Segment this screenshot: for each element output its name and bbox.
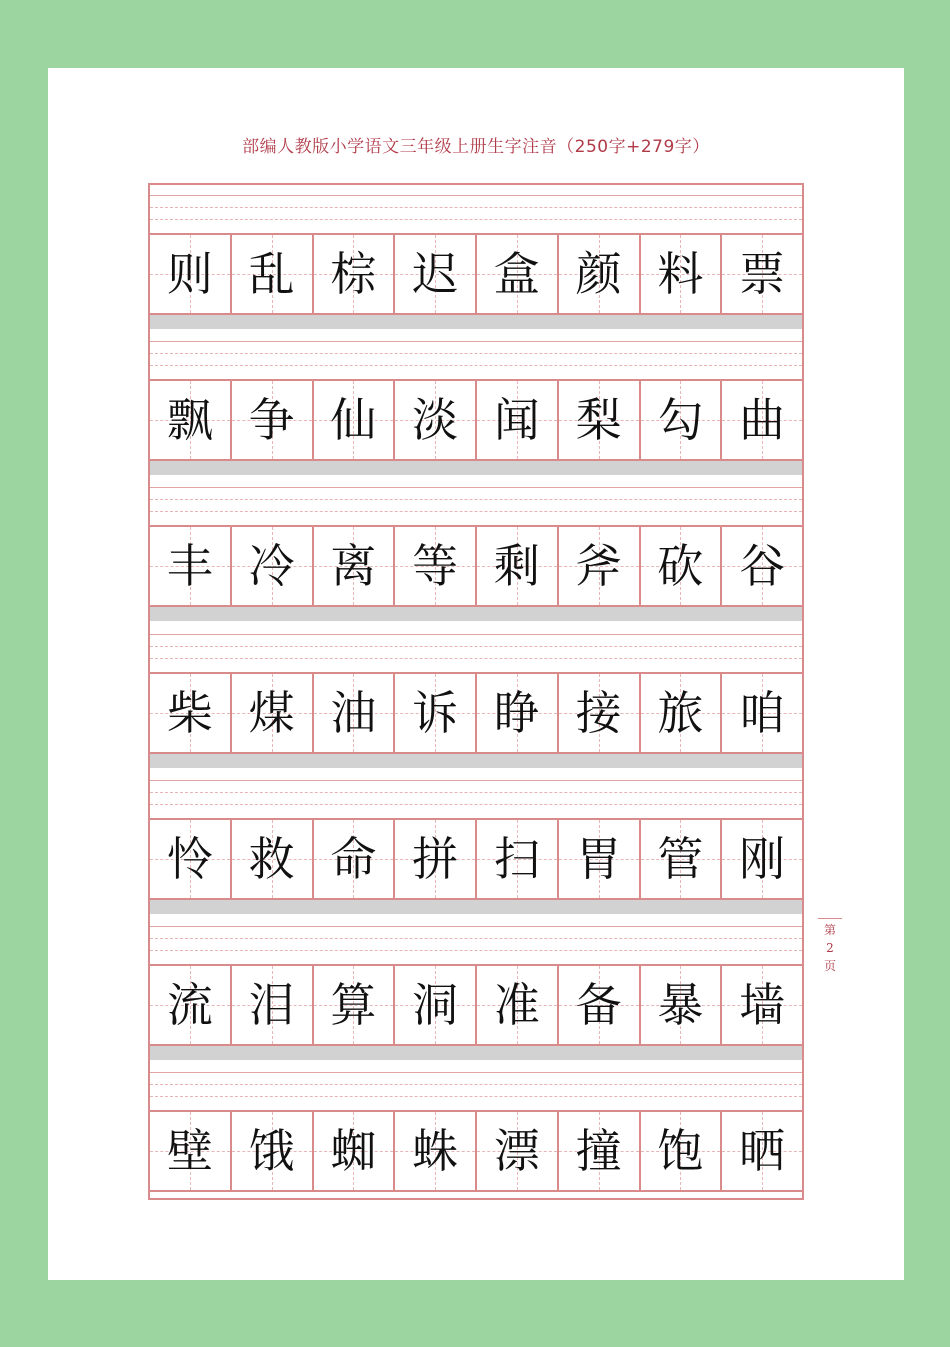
char-cell xyxy=(232,235,314,313)
char-cell xyxy=(559,527,641,605)
gray-separator-bar xyxy=(150,315,802,329)
row-block xyxy=(150,331,802,477)
pinyin-lines xyxy=(150,624,802,672)
char-cell xyxy=(232,966,314,1044)
char-cell xyxy=(641,235,723,313)
char-cell xyxy=(477,820,559,898)
char-cell xyxy=(641,820,723,898)
char-cell xyxy=(559,1112,641,1190)
row-block xyxy=(150,624,802,770)
pinyin-lines xyxy=(150,331,802,379)
char-cell xyxy=(314,820,396,898)
hanzi-character: 晒 xyxy=(739,1124,786,1179)
hanzi-character: 扫 xyxy=(493,831,540,886)
character-grid xyxy=(148,183,804,1200)
page-title: 部编人教版小学语文三年级上册生字注音（250字+279字） xyxy=(242,137,710,157)
hanzi-character: 棕 xyxy=(330,247,377,301)
hanzi-character: 饿 xyxy=(248,1124,295,1179)
row-block xyxy=(150,770,802,916)
char-cell xyxy=(395,966,477,1044)
hanzi-character: 飘 xyxy=(166,393,213,448)
char-cell xyxy=(559,381,641,459)
char-cell xyxy=(641,966,723,1044)
hanzi-character: 柴 xyxy=(166,685,213,740)
hanzi-character: 胃 xyxy=(575,831,622,886)
gray-separator-bar xyxy=(150,461,802,475)
pinyin-line xyxy=(150,499,802,500)
hanzi-character: 丰 xyxy=(166,539,213,594)
hanzi-character: 斧 xyxy=(575,539,622,594)
hanzi-character: 拼 xyxy=(412,831,459,886)
hanzi-character: 命 xyxy=(330,831,377,886)
hanzi-character: 旅 xyxy=(657,685,704,740)
worksheet-page xyxy=(48,68,904,1280)
char-cell xyxy=(477,527,559,605)
pinyin-line xyxy=(150,658,802,659)
char-cell xyxy=(477,966,559,1044)
hanzi-character: 墙 xyxy=(739,978,786,1032)
pinyin-line xyxy=(150,1072,802,1073)
pinyin-line xyxy=(150,938,802,939)
hanzi-character: 迟 xyxy=(412,247,459,301)
char-row xyxy=(150,672,802,754)
hanzi-character: 泪 xyxy=(248,978,295,1032)
char-cell xyxy=(559,674,641,752)
char-cell xyxy=(232,527,314,605)
char-cell xyxy=(150,527,232,605)
char-cell xyxy=(314,674,396,752)
char-cell xyxy=(641,527,723,605)
char-cell xyxy=(722,1112,802,1190)
hanzi-character: 算 xyxy=(330,978,377,1032)
pinyin-line xyxy=(150,365,802,366)
char-cell xyxy=(477,1112,559,1190)
hanzi-character: 暴 xyxy=(657,978,704,1032)
gray-separator-bar xyxy=(150,1046,802,1060)
char-cell xyxy=(395,1112,477,1190)
hanzi-character: 乱 xyxy=(248,247,295,301)
pinyin-lines xyxy=(150,185,802,233)
hanzi-character: 咱 xyxy=(739,685,786,740)
hanzi-character: 等 xyxy=(412,539,459,594)
char-cell xyxy=(232,1112,314,1190)
hanzi-character: 闻 xyxy=(493,393,540,448)
char-cell xyxy=(722,674,802,752)
hanzi-character: 勾 xyxy=(657,393,704,448)
char-cell xyxy=(150,674,232,752)
char-cell xyxy=(477,674,559,752)
pinyin-line xyxy=(150,792,802,793)
hanzi-character: 料 xyxy=(657,247,704,301)
char-row xyxy=(150,964,802,1046)
pinyin-line xyxy=(150,219,802,220)
char-cell xyxy=(314,1112,396,1190)
pinyin-line xyxy=(150,341,802,342)
char-cell xyxy=(641,1112,723,1190)
char-cell xyxy=(232,820,314,898)
pinyin-line xyxy=(150,511,802,512)
pinyin-lines xyxy=(150,1062,802,1110)
char-cell xyxy=(477,235,559,313)
char-cell xyxy=(641,381,723,459)
char-cell xyxy=(232,381,314,459)
pinyin-line xyxy=(150,780,802,781)
hanzi-character: 壁 xyxy=(166,1124,213,1179)
hanzi-character: 蛛 xyxy=(412,1124,459,1179)
gray-separator-bar xyxy=(150,754,802,768)
char-cell xyxy=(722,527,802,605)
hanzi-character: 怜 xyxy=(166,831,213,886)
char-cell xyxy=(314,381,396,459)
char-row xyxy=(150,379,802,461)
char-cell xyxy=(395,235,477,313)
char-cell xyxy=(150,235,232,313)
hanzi-character: 救 xyxy=(248,831,295,886)
hanzi-character: 争 xyxy=(248,393,295,448)
hanzi-character: 诉 xyxy=(412,685,459,740)
char-cell xyxy=(314,527,396,605)
hanzi-character: 漂 xyxy=(493,1124,540,1179)
pinyin-line xyxy=(150,487,802,488)
char-row xyxy=(150,525,802,607)
char-cell xyxy=(395,820,477,898)
row-block xyxy=(150,185,802,331)
hanzi-character: 梨 xyxy=(575,393,622,448)
char-cell xyxy=(559,235,641,313)
char-cell xyxy=(722,820,802,898)
char-row xyxy=(150,1110,802,1192)
char-row xyxy=(150,233,802,315)
hanzi-character: 仙 xyxy=(330,393,377,448)
char-cell xyxy=(722,235,802,313)
hanzi-character: 撞 xyxy=(575,1124,622,1179)
hanzi-character: 流 xyxy=(166,978,213,1032)
pinyin-line xyxy=(150,1084,802,1085)
hanzi-character: 油 xyxy=(330,685,377,740)
char-cell xyxy=(150,1112,232,1190)
hanzi-character: 曲 xyxy=(739,393,786,448)
pinyin-line xyxy=(150,353,802,354)
pinyin-line xyxy=(150,804,802,805)
hanzi-character: 睁 xyxy=(493,685,540,740)
pinyin-line xyxy=(150,207,802,208)
hanzi-character: 接 xyxy=(575,685,622,740)
hanzi-character: 则 xyxy=(166,247,213,301)
row-block xyxy=(150,916,802,1062)
page-number-value: 2 xyxy=(826,941,834,955)
char-cell xyxy=(722,381,802,459)
hanzi-character: 砍 xyxy=(657,539,704,594)
hanzi-character: 准 xyxy=(493,978,540,1032)
hanzi-character: 谷 xyxy=(739,539,786,594)
char-cell xyxy=(395,527,477,605)
char-cell xyxy=(314,235,396,313)
char-row xyxy=(150,818,802,900)
hanzi-character: 刚 xyxy=(739,831,786,886)
hanzi-character: 煤 xyxy=(248,685,295,740)
char-cell xyxy=(395,381,477,459)
hanzi-character: 剩 xyxy=(493,539,540,594)
hanzi-character: 洞 xyxy=(412,978,459,1032)
pinyin-line xyxy=(150,926,802,927)
gray-separator-bar xyxy=(150,900,802,914)
char-cell xyxy=(232,674,314,752)
pinyin-line xyxy=(150,195,802,196)
row-block xyxy=(150,477,802,623)
pinyin-line xyxy=(150,646,802,647)
page-number-prefix: 第 xyxy=(823,923,836,937)
char-cell xyxy=(150,966,232,1044)
page-number-suffix: 页 xyxy=(823,959,836,973)
hanzi-character: 备 xyxy=(575,978,622,1032)
pinyin-lines xyxy=(150,916,802,964)
char-cell xyxy=(314,966,396,1044)
pinyin-line xyxy=(150,1096,802,1097)
pinyin-line xyxy=(150,634,802,635)
hanzi-character: 盒 xyxy=(493,247,540,301)
char-cell xyxy=(150,820,232,898)
char-cell xyxy=(641,674,723,752)
char-cell xyxy=(150,381,232,459)
pinyin-lines xyxy=(150,770,802,818)
row-block xyxy=(150,1062,802,1208)
page-number xyxy=(818,918,842,975)
hanzi-character: 淡 xyxy=(412,393,459,448)
pinyin-lines xyxy=(150,477,802,525)
char-cell xyxy=(477,381,559,459)
hanzi-character: 颜 xyxy=(575,247,622,301)
hanzi-character: 票 xyxy=(739,247,786,301)
pinyin-line xyxy=(150,950,802,951)
hanzi-character: 饱 xyxy=(657,1124,704,1179)
gray-separator-bar xyxy=(150,607,802,621)
hanzi-character: 蜘 xyxy=(330,1124,377,1179)
char-cell xyxy=(722,966,802,1044)
char-cell xyxy=(395,674,477,752)
hanzi-character: 离 xyxy=(330,539,377,594)
char-cell xyxy=(559,966,641,1044)
hanzi-character: 冷 xyxy=(248,539,295,594)
char-cell xyxy=(559,820,641,898)
hanzi-character: 管 xyxy=(657,831,704,886)
